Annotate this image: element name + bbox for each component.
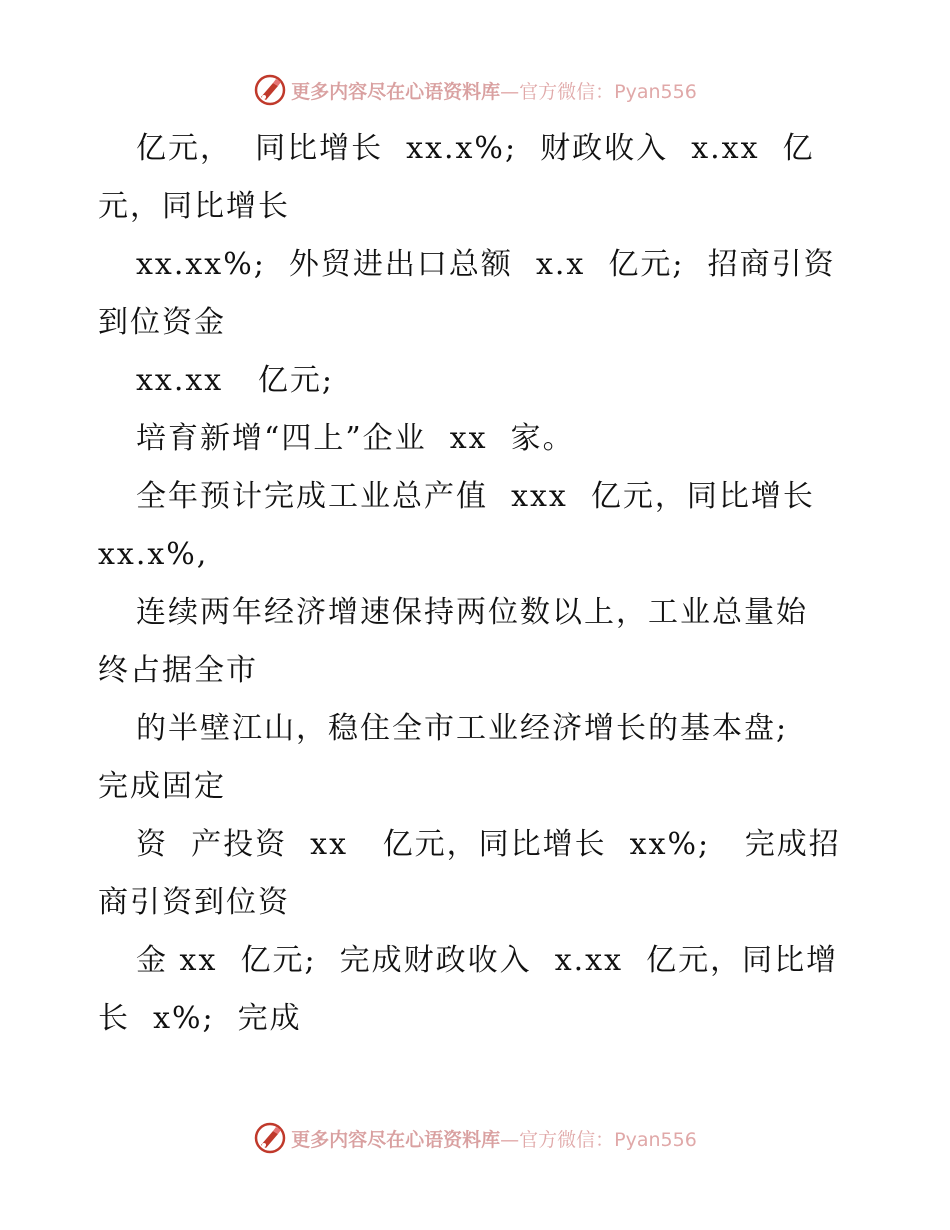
header-watermark-sub: —官方微信：Pyan556 [500, 80, 697, 103]
body-line: 连续两年经济增速保持两位数以上，工业总量始 [136, 595, 808, 630]
body-line: xx.xx 亿元; [136, 363, 334, 398]
header-watermark-main: 更多内容尽在心语资料库 [291, 80, 501, 103]
footer-watermark-main: 更多内容尽在心语资料库 [291, 1128, 501, 1151]
document-body [98, 120, 858, 1048]
header-watermark [0, 70, 950, 110]
body-line: 全年预计完成工业总产值 xxx 亿元，同比增长 [136, 479, 815, 514]
body-line: 完成固定 [98, 769, 226, 804]
footer-watermark [0, 1118, 950, 1158]
pen-logo-icon [253, 73, 287, 107]
body-line: 到位资金 [98, 305, 226, 340]
pen-logo-icon [253, 1121, 287, 1155]
body-line: 商引资到位资 [98, 885, 290, 920]
body-line: xx.x%, [98, 537, 209, 572]
body-line: 金 xx 亿元; 完成财政收入 x.xx 亿元，同比增 [136, 943, 839, 978]
body-line: 亿元， 同比增长 xx.x%; 财政收入 x.xx 亿 [136, 131, 815, 166]
footer-watermark-sub: —官方微信：Pyan556 [500, 1128, 697, 1151]
body-line: 培育新增“四上”企业 xx 家。 [136, 421, 575, 456]
body-line: 长 x%; 完成 [98, 1001, 302, 1036]
body-line: 元，同比增长 [98, 189, 290, 224]
body-line: 的半壁江山，稳住全市工业经济增长的基本盘; [136, 711, 789, 746]
body-line: xx.xx%; 外贸进出口总额 x.x 亿元; 招商引资 [136, 247, 836, 282]
body-line: 终占据全市 [98, 653, 258, 688]
body-line: 资 产投资 xx 亿元，同比增长 xx%; 完成招 [136, 827, 841, 862]
